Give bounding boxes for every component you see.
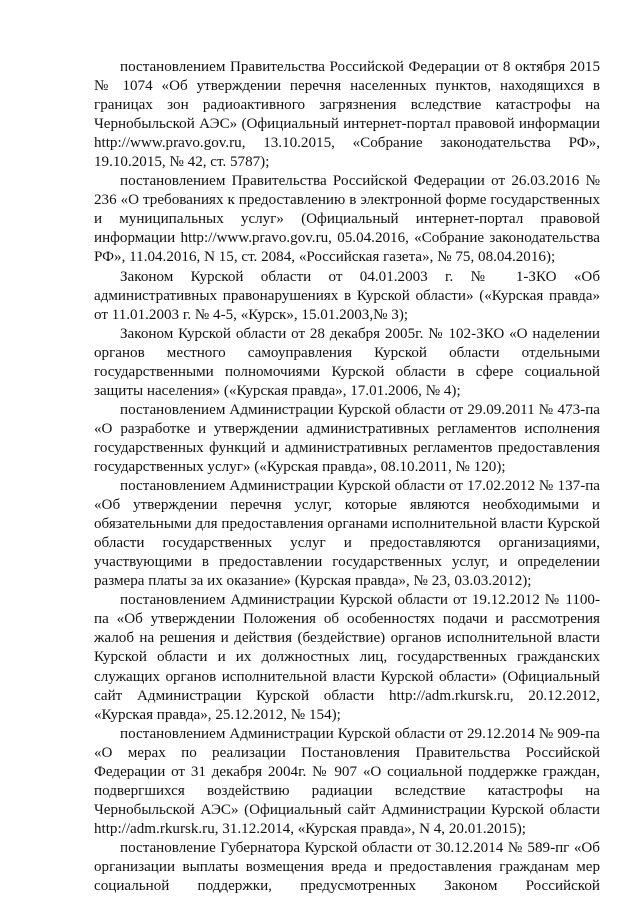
paragraph-admin-decree-473: постановлением Администрации Курской области от 29.09.2011 № 473-па «О разработке и утверждении административных регламентов исполнения государственных функций и административных регламентов предоставления государственных услуг» («Курская правда», 08.10.2011, № 120); <box>94 401 600 475</box>
paragraph-admin-decree-137: постановлением Администрации Курской области от 17.02.2012 № 137-па «Об утверждении перечня услуг, которые являются необходимыми и обязательными для предоставления органами исполнительной власти Курской области государственных услуг и предоставляются организациями, участвующими в предоставлении государственных услуг, и определении размера платы за их оказание» (Курская правда», № 23, 03.03.2012); <box>94 478 600 590</box>
paragraph-gov-decree-1074: постановлением Правительства Российской Федерации от 8 октября 2015 № 1074 «Об утверждении перечня населенных пунктов, находящихся в границах зон радиоактивного загрязнения вследствие катастрофы на Чернобыльской АЭС» (Официальный интернет-портал правовой информации http://www.pravo.gov.ru, 13.10.2015, «Собрание законодательства РФ», 19.10.2015, № 42, ст. 5787); <box>94 59 600 171</box>
paragraph-gov-decree-236: постановлением Правительства Российской Федерации от 26.03.2016 № 236 «О требованиях к предоставлению в электронной форме государственных и муниципальных услуг» (Официальный интернет-портал правовой информации http://www.pravo.gov.ru, 05.04.2016, «Собрание законодательства РФ», 11.04.2016, N 15, ст. 2084, «Российская газета», № 75, 08.04.2016); <box>94 173 600 266</box>
paragraph-admin-decree-1100: постановлением Администрации Курской области от 19.12.2012 № 1100-па «Об утверждении Положения об особенностях подачи и рассмотрения жалоб на решения и действия (бездействие) органов исполнительной власти Курской области и их должностных лиц, государственных гражданских служащих органов исполнительной власти Курской области» (Официальный сайт Администрации Курской области http://adm.rkursk.ru, 20.12.2012, «Курская правда», 25.12.2012, № 154); <box>94 592 600 723</box>
paragraph-governor-decree-589: постановление Губернатора Курской области от 30.12.2014 № 589-пг «Об организации выплаты возмещения вреда и предоставления гражданам мер социальной поддержки, предусмотренных Законом Российской <box>94 839 600 895</box>
paragraph-law-102-zko: Законом Курской области от 28 декабря 2005г. № 102-ЗКО «О наделении органов местного самоуправления Курской области отдельными государственными полномочиями Курской области в сфере социальной защиты населения» («Курская правда», 17.01.2006, № 4); <box>94 325 600 399</box>
paragraph-admin-decree-909: постановлением Администрации Курской области от 29.12.2014 № 909-па «О мерах по реализации Постановления Правительства Российской Федерации от 31 декабря 2004г. № 907 «О социальной поддержке граждан, подвергшихся воздействию радиации вследствие катастрофы на Чернобыльской АЭС» (Официальный сайт Администрации Курской области http://adm.rkursk.ru, 31.12.2014, «Курская правда», N 4, 20.01.2015); <box>94 725 600 837</box>
paragraph-law-1-zko: Законом Курской области от 04.01.2003 г. № 1-ЗКО «Об административных правонарушениях в Курской области» («Курская правда» от 11.01.2003 г. № 4-5, «Курск», 15.01.2003,№ 3); <box>94 268 600 323</box>
